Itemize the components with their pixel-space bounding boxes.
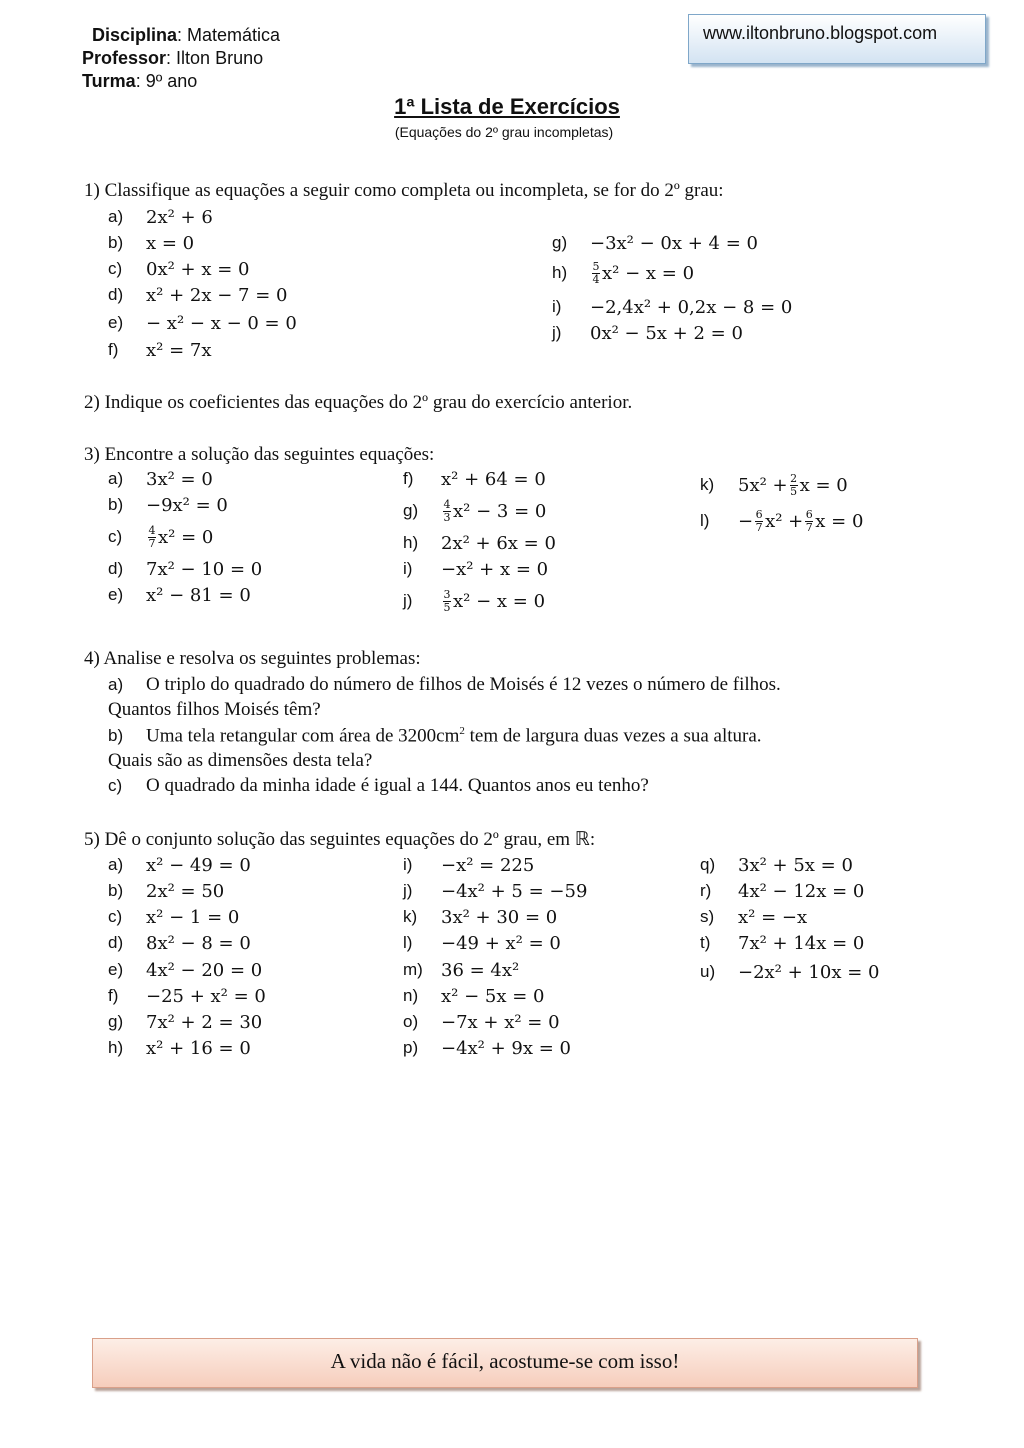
q1-item-label: a) (108, 207, 124, 226)
q5-item-expression (441, 881, 587, 902)
q3-item (403, 530, 556, 556)
q5-item-label: i) (403, 855, 413, 874)
q3-item-label: g) (403, 501, 419, 520)
expression-text: x² − 5x = 0 (441, 985, 545, 1007)
q3-item (700, 472, 848, 498)
q1-item-label: i) (552, 297, 562, 316)
q3-item (403, 556, 548, 582)
fraction-numerator: 4 (443, 497, 451, 511)
expression-text: x² − 1 = 0 (146, 906, 240, 928)
q1-item-expression (146, 285, 287, 306)
q5-item-label: s) (700, 907, 715, 926)
q5-item-label: c) (108, 907, 123, 926)
q5-item (700, 959, 879, 985)
q5-item-expression (441, 1012, 560, 1033)
q5-item-expression (146, 986, 266, 1007)
expression-text: 2x² + 6 (146, 206, 213, 228)
q3-item (403, 588, 545, 614)
q3-item (108, 466, 213, 492)
expression-text: −7x + x² = 0 (441, 1011, 560, 1033)
q5-item (108, 878, 224, 904)
professor-label: Professor (82, 48, 167, 68)
problem-a-label: a) (108, 675, 124, 694)
expression-text: − x² − x − 0 = 0 (146, 312, 297, 334)
q3-item-expression (738, 509, 863, 534)
q1-item (108, 256, 249, 282)
q3-item-label: k) (700, 475, 715, 494)
q5-item (108, 983, 266, 1009)
q5-item-label: l) (403, 933, 413, 952)
problem-b-label: b) (108, 726, 124, 746)
discipline-line (92, 24, 280, 47)
expression-text: 7x² + 14x = 0 (738, 932, 865, 954)
q1-item-expression (590, 233, 758, 254)
q5-item-expression (146, 1038, 251, 1059)
q3-item-label: i) (403, 559, 413, 578)
footer-quote-box (92, 1338, 918, 1388)
q5-item-expression (738, 881, 864, 902)
q3-item (108, 524, 213, 550)
discipline-value: : Matemática (177, 25, 281, 45)
q3-item-label: h) (403, 533, 419, 552)
q3-item-expression (146, 559, 262, 580)
q5-item (403, 957, 519, 983)
expression-text: −2x² + 10x = 0 (738, 961, 880, 983)
q1-item (552, 320, 743, 346)
fraction (148, 525, 156, 550)
fraction (443, 589, 451, 614)
fraction-second (805, 509, 813, 534)
q5-item (108, 957, 262, 983)
problem-a (108, 674, 781, 696)
expression-text: x² = 7x (146, 339, 212, 361)
q5-item-expression (146, 907, 239, 928)
q5-item-label: m) (403, 960, 423, 979)
professor-line (82, 47, 280, 70)
expression-text: −2,4x² + 0,2x − 8 = 0 (590, 296, 793, 318)
expression-text: 2x² = 50 (146, 880, 225, 902)
expression-text: x² − 49 = 0 (146, 854, 251, 876)
q5-item (108, 930, 251, 956)
q3-item-expression (441, 499, 546, 524)
problem-c-text: O quadrado da minha idade é igual a 144. Quantos anos eu tenho? (146, 775, 649, 796)
q1-item-expression (590, 323, 743, 344)
expression-text: 36 = 4x² (441, 959, 520, 981)
q1-item (108, 310, 297, 336)
q5-item-expression (146, 933, 251, 954)
fraction-denominator: 7 (755, 520, 763, 534)
q3-item (108, 492, 228, 518)
q5-item-expression (146, 1012, 262, 1033)
class-label: Turma (82, 71, 136, 91)
q1-item (108, 282, 287, 308)
expression-text: 3x² = 0 (146, 468, 213, 490)
q1-item (108, 204, 213, 230)
q1-item-label: f) (108, 340, 119, 359)
expression-text: x² + 2x − 7 = 0 (146, 284, 288, 306)
q1-item-label: b) (108, 233, 124, 252)
expression-text: x² + 64 = 0 (441, 468, 546, 490)
fraction-denominator: 5 (443, 600, 451, 614)
q5-item-expression (441, 907, 557, 928)
blog-url: www.iltonbruno.blogspot.com (703, 23, 938, 43)
q5-item-label: r) (700, 881, 712, 900)
q5-item (403, 904, 557, 930)
q5-item-expression (146, 855, 251, 876)
q1-item-expression (590, 297, 792, 318)
fraction-denominator: 7 (148, 536, 156, 550)
q1-item-expression (146, 207, 213, 228)
q5-item (108, 1009, 262, 1035)
fraction (755, 509, 763, 534)
fraction (443, 499, 451, 524)
q1-item-expression (146, 313, 297, 334)
question-1: 1) Classifique as equações a seguir como completa ou incompleta, se for do 2º grau: (84, 180, 724, 201)
q3-item (700, 508, 863, 534)
q5-item-expression (441, 960, 519, 981)
q3-item-expression (146, 525, 213, 550)
expression-prefix: 5x² + (738, 474, 788, 496)
q5-item-expression (441, 986, 544, 1007)
fraction (592, 261, 600, 286)
expression-text: x² − x = 0 (602, 262, 695, 284)
q5-item-label: f) (108, 986, 119, 1005)
expression-text: 8x² − 8 = 0 (146, 932, 251, 954)
question-3: 3) Encontre a solução das seguintes equações: (84, 444, 435, 465)
q5-item (403, 1035, 571, 1061)
q5-item (403, 852, 534, 878)
q3-item-label: a) (108, 469, 124, 488)
q1-item-label: j) (552, 323, 562, 342)
q5-item-expression (738, 933, 864, 954)
question-2: 2) Indique os coeficientes das equações do 2º grau do exercício anterior. (84, 392, 633, 413)
problem-b-line2: Quais são as dimensões desta tela? (108, 750, 373, 771)
q5-item-label: t) (700, 933, 711, 952)
q3-item-label: e) (108, 585, 124, 604)
expression-text: 3x² + 30 = 0 (441, 906, 558, 928)
expression-text: x² − 81 = 0 (146, 584, 251, 606)
q5-item-expression (738, 962, 879, 983)
q1-item (552, 260, 694, 286)
q3-item (403, 498, 546, 524)
fraction-numerator: 4 (148, 523, 156, 537)
problem-a-line2: Quantos filhos Moisés têm? (108, 699, 321, 720)
q5-item (403, 983, 544, 1009)
q1-item-label: e) (108, 313, 124, 332)
q3-item-label: b) (108, 495, 124, 514)
q1-item (108, 230, 194, 256)
discipline-label: Disciplina (92, 25, 178, 45)
q5-item (700, 852, 853, 878)
q3-item-expression (738, 473, 848, 498)
q5-item-label: h) (108, 1038, 124, 1057)
professor-value: : Ilton Bruno (166, 48, 264, 68)
expression-text: 7x² − 10 = 0 (146, 558, 263, 580)
q3-item-expression (441, 559, 548, 580)
question-5: 5) Dê o conjunto solução das seguintes equações do 2º grau, em ℝ: (84, 829, 596, 850)
q3-item-label: c) (108, 527, 123, 546)
fraction-denominator: 3 (443, 510, 451, 524)
q1-item (552, 230, 758, 256)
expression-text: x = 0 (146, 232, 195, 254)
fraction-denominator: 4 (592, 272, 600, 286)
page-subtitle (0, 124, 1024, 140)
q5-item-label: j) (403, 881, 413, 900)
expression-text: −4x² + 5 = −59 (441, 880, 588, 902)
q5-item-label: q) (700, 855, 716, 874)
q5-item-expression (146, 881, 224, 902)
expression-text: 3x² + 5x = 0 (738, 854, 853, 876)
expression-text: −9x² = 0 (146, 494, 228, 516)
fraction-numerator: 5 (592, 259, 600, 273)
subtitle-text: (Equações do 2º grau incompletas) (394, 124, 614, 140)
fraction-numerator: 6 (755, 507, 763, 521)
expression-text: −x² + x = 0 (441, 558, 549, 580)
class-line (82, 70, 280, 93)
expression-text: x² − 3 = 0 (453, 500, 547, 522)
q3-item-label: d) (108, 559, 124, 578)
q3-item (108, 582, 251, 608)
q5-item-label: d) (108, 933, 124, 952)
q5-item-expression (738, 855, 853, 876)
title-text: 1ª Lista de Exercícios (394, 94, 620, 119)
problem-b (108, 725, 762, 747)
q1-item-expression (590, 261, 694, 286)
q5-item-label: n) (403, 986, 419, 1005)
expression-text: x² + 16 = 0 (146, 1037, 251, 1059)
expression-text: x = 0 (815, 510, 864, 532)
q3-item-expression (441, 589, 545, 614)
q5-item-label: b) (108, 881, 124, 900)
expression-text: x² − x = 0 (453, 590, 546, 612)
q1-item-label: g) (552, 233, 568, 252)
q5-item-label: a) (108, 855, 124, 874)
q5-item-expression (441, 1038, 571, 1059)
q1-item-label: c) (108, 259, 123, 278)
q5-item (700, 904, 807, 930)
problem-b-text: Uma tela retangular com área de 3200cm (146, 725, 460, 747)
header-info (82, 24, 280, 93)
q5-item-label: e) (108, 960, 124, 979)
q3-item-label: j) (403, 591, 413, 610)
expression-text: 7x² + 2 = 30 (146, 1011, 263, 1033)
q5-item-expression (441, 933, 561, 954)
q1-item-label: d) (108, 285, 124, 304)
expression-middle: x² + (765, 510, 804, 532)
q1-item-expression (146, 340, 212, 361)
q3-item-expression (441, 469, 546, 490)
problem-a-text: O triplo do quadrado do número de filhos de Moisés é 12 vezes o número de filhos. (146, 674, 781, 695)
q5-item (403, 878, 587, 904)
q5-item-label: o) (403, 1012, 419, 1031)
q5-item (403, 1009, 560, 1035)
question-4: 4) Analise e resolva os seguintes problemas: (84, 648, 421, 669)
q3-item (403, 466, 546, 492)
q5-item-expression (441, 855, 534, 876)
q3-item-expression (146, 469, 213, 490)
problem-b-text-end: tem de largura duas vezes a sua altura. (464, 725, 762, 747)
expression-text: −25 + x² = 0 (146, 985, 266, 1007)
q3-item-label: f) (403, 469, 414, 488)
class-value: : 9º ano (135, 71, 198, 91)
expression-text: 4x² − 20 = 0 (146, 959, 263, 981)
q1-item (552, 294, 792, 320)
q5-item (700, 930, 864, 956)
fraction-second-numerator: 6 (805, 507, 813, 521)
q5-item-label: k) (403, 907, 418, 926)
q3-item-expression (146, 495, 228, 516)
q5-item-label: g) (108, 1012, 124, 1031)
expression-text: x² = 0 (158, 526, 214, 548)
q1-item-expression (146, 259, 249, 280)
expression-text: x² = −x (738, 906, 808, 928)
q1-item-label: h) (552, 263, 568, 282)
expression-text: −49 + x² = 0 (441, 932, 561, 954)
q1-item-expression (146, 233, 194, 254)
q3-item-expression (146, 585, 251, 606)
problem-c-label: c) (108, 776, 123, 795)
q5-item (108, 1035, 251, 1061)
expression-text: x = 0 (799, 474, 848, 496)
q5-item-expression (738, 907, 807, 928)
fraction-numerator: 3 (443, 587, 451, 601)
footer-quote: A vida não é fácil, acostume-se com isso! (330, 1349, 680, 1373)
q5-item-expression (146, 960, 262, 981)
problem-b-exponent: 2 (459, 725, 465, 737)
problem-c (108, 775, 649, 797)
expression-text: 0x² + x = 0 (146, 258, 250, 280)
expression-text: 2x² + 6x = 0 (441, 532, 556, 554)
q1-item (108, 337, 212, 363)
q3-item-label: l) (700, 511, 710, 530)
expression-text: −4x² + 9x = 0 (441, 1037, 572, 1059)
expression-text: 0x² − 5x + 2 = 0 (590, 322, 743, 344)
q3-item (108, 556, 262, 582)
expression-prefix: − (738, 510, 754, 532)
fraction-numerator: 2 (790, 471, 798, 485)
expression-text: 4x² − 12x = 0 (738, 880, 865, 902)
q5-item (700, 878, 864, 904)
q5-item-label: u) (700, 962, 716, 981)
q5-item (108, 852, 251, 878)
expression-text: −3x² − 0x + 4 = 0 (590, 232, 758, 254)
blog-url-box (688, 14, 986, 64)
q5-item-label: p) (403, 1038, 419, 1057)
expression-text: −x² = 225 (441, 854, 535, 876)
fraction (790, 473, 798, 498)
fraction-denominator: 5 (790, 484, 798, 498)
fraction-second-denominator: 7 (805, 520, 813, 534)
q3-item-expression (441, 533, 556, 554)
q5-item (403, 930, 561, 956)
page-title (0, 94, 1024, 120)
q5-item (108, 904, 239, 930)
